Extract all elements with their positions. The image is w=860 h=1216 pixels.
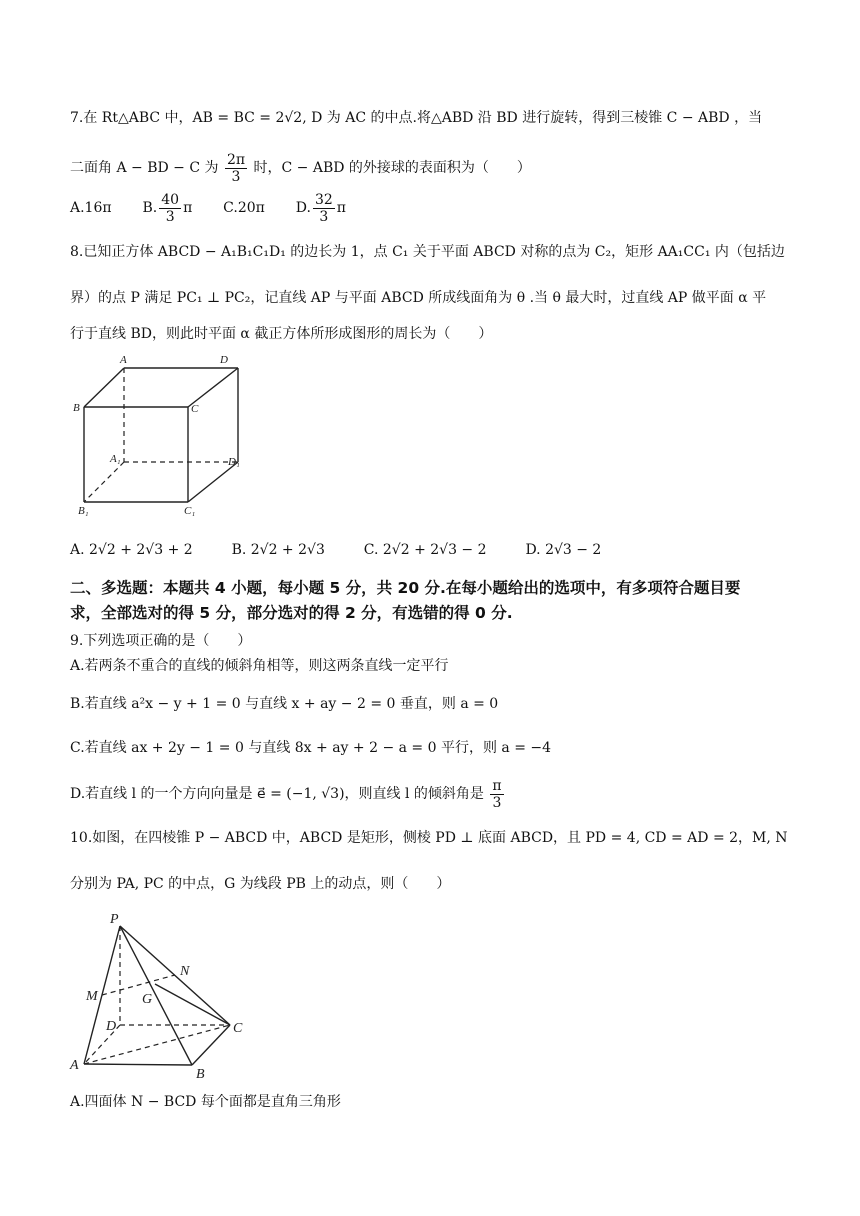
label-B: B [73, 402, 80, 414]
q9-option-b: B.若直线 a²x − y + 1 = 0 与直线 x + ay − 2 = 0 垂直，则 a = 0 [70, 696, 499, 712]
q10-line2: 分别为 PA, PC 的中点，G 为线段 PB 上的动点，则（ ） [70, 876, 451, 892]
q9-stem: 9.下列选项正确的是（ ） [70, 633, 252, 649]
q9-option-d-fraction: $\frac{\pi}{3}$ [492, 777, 502, 811]
q7-line2-text-b: 时，C − ABD 的外接球的表面积为（ ） [253, 160, 531, 176]
label-M: M [86, 989, 98, 1004]
label-A: A [70, 1058, 79, 1073]
label-B: B [196, 1067, 205, 1082]
q7-frac-den: 3 [231, 168, 241, 185]
label-A: A [120, 354, 127, 366]
q8-option-c: C. 2√2 + 2√3 − 2 [363, 542, 487, 558]
q8-options [70, 540, 601, 560]
q8-option-b: B. 2√2 + 2√3 [231, 542, 325, 558]
q7-line1: 7.在 Rt△ABC 中，AB = BC = 2√2, D 为 AC 的中点.将△ABD 沿 BD 进行旋转，得到三棱锥 C − ABD ，当 [70, 110, 763, 126]
q8-line1: 8.已知正方体 ABCD − A₁B₁C₁D₁ 的边长为 1，点 C₁ 关于平面 ABCD 对称的点为 C₂，矩形 AA₁CC₁ 内（包括边 [70, 244, 785, 260]
edge-BC [192, 1025, 230, 1065]
label-C: C [191, 403, 199, 415]
q7-line2 [70, 148, 531, 188]
label-G: G [142, 992, 153, 1007]
q9-option-c: C.若直线 ax + 2y − 1 = 0 与直线 8x + ay + 2 − a = 0 平行，则 a = −4 [70, 740, 552, 756]
label-A1: A₁ [110, 453, 121, 465]
q7-fraction [225, 152, 247, 185]
edge-CD [188, 368, 238, 407]
q7-option-d: D. $\frac{32}{3}$ π [295, 191, 346, 225]
q8-line3: 行于直线 BD，则此时平面 α 截正方体所形成图形的周长为（ ） [70, 326, 493, 342]
label-C1: C₁ [184, 505, 196, 517]
q10-line1: 10.如图，在四棱锥 P − ABCD 中，ABCD 是矩形，侧棱 PD ⊥ 底面 ABCD，且 PD = 4, CD = AD = 2，M, N [70, 830, 788, 846]
section2-line2: 求，全部选对的得 5 分，部分选对的得 2 分，有选错的得 0 分. [70, 604, 513, 622]
q7-frac-num: 2π [226, 151, 246, 168]
q7-line2-text-a: 二面角 A − BD − C 为 [70, 160, 219, 176]
edge-GC [155, 984, 230, 1025]
label-D1: D₁ [228, 456, 240, 468]
edge-A1B1 [84, 462, 124, 502]
q9-option-d-text: D.若直线 l 的一个方向向量是 e⃗ = (−1, √3)，则直线 l 的倾斜角是 [70, 786, 484, 802]
pyramid-figure [66, 908, 266, 1083]
section2-line1: 二、多选题：本题共 4 小题，每小题 5 分，共 20 分.在每小题给出的选项中，有多项符合题目要 [70, 579, 741, 597]
cube-figure [70, 350, 260, 520]
label-D: D [106, 1019, 117, 1034]
edge-MN [102, 975, 175, 995]
q7-option-b: B. $\frac{40}{3}$ π [142, 191, 193, 225]
edge-AB [84, 1064, 192, 1065]
label-D: D [220, 354, 228, 366]
label-B1: B₁ [78, 505, 89, 517]
q8-line2: 界）的点 P 满足 PC₁ ⊥ PC₂，记直线 AP 与平面 ABCD 所成线面角为 θ .当 θ 最大时，过直线 AP 做平面 α 平 [70, 290, 767, 306]
q8-option-d: D. 2√3 − 2 [525, 542, 602, 558]
edge-C1D1 [188, 462, 238, 502]
label-P: P [110, 912, 119, 927]
label-N: N [180, 964, 190, 979]
label-C: C [233, 1021, 243, 1036]
q9-option-d [70, 774, 506, 814]
q10-option-a: A.四面体 N − BCD 每个面都是直角三角形 [70, 1094, 341, 1110]
q7-option-c: C.20π [223, 200, 265, 216]
q7-option-a: A.16π [70, 200, 112, 216]
q8-option-a: A. 2√2 + 2√3 + 2 [70, 542, 193, 558]
q9-option-a: A.若两条不重合的直线的倾斜角相等，则这两条直线一定平行 [70, 658, 449, 674]
edge-BA [84, 368, 124, 407]
q7-options [70, 190, 346, 226]
